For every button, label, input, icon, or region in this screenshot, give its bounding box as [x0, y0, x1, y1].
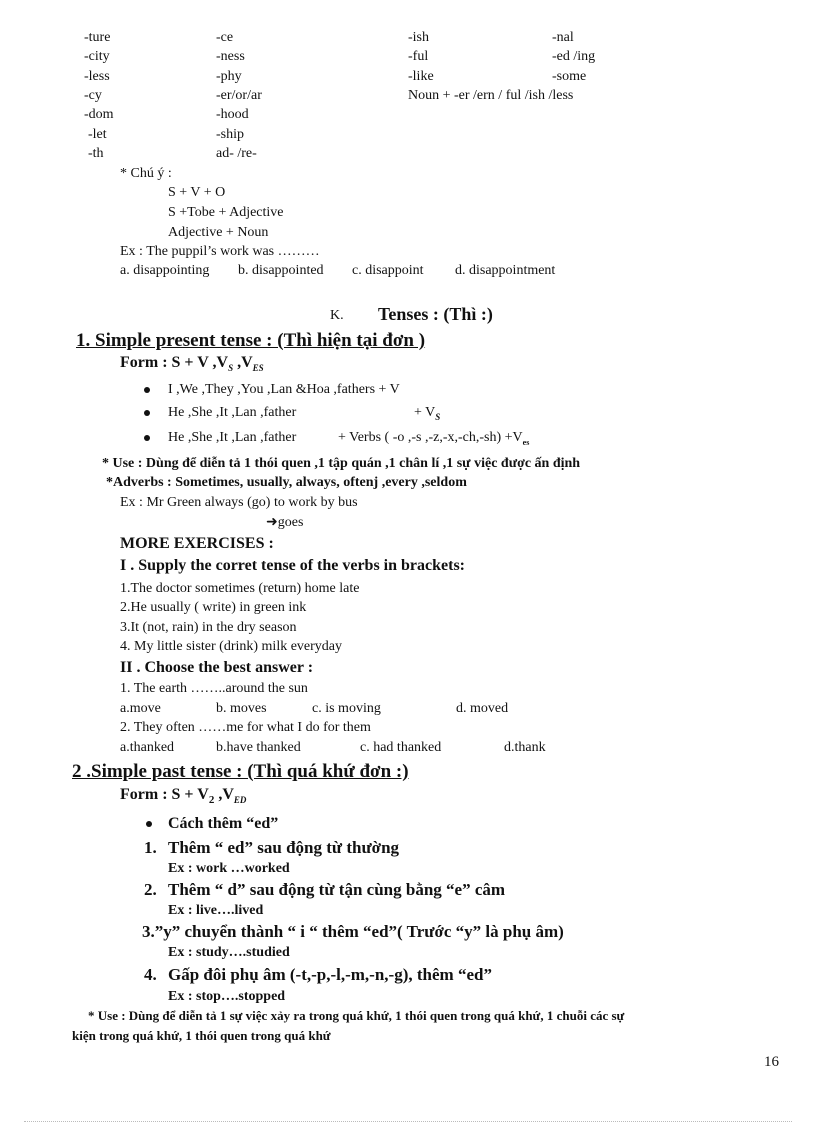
simple-past-form: Form : $S + V_2$ $,V_{ED}$ [120, 786, 247, 806]
exercise-item: 2.He usually ( write) in green ink [120, 600, 307, 615]
part1-title: I . Supply the corret tense of the verbs in brackets: [120, 557, 466, 574]
bullet-verb: + $V_S$ [414, 405, 441, 422]
pattern: S + V + O [168, 185, 226, 200]
page-number: 16 [764, 1054, 779, 1070]
suffix: ad- /re- [216, 146, 257, 161]
bullet-icon [144, 410, 150, 416]
rule-text: Thêm “ d” sau động từ tận cùng bằng “e” câm [168, 880, 506, 899]
bullet-verb: + Verbs ( -o ,-s $,-z,-x,-ch,-sh) +V_{es}$ [338, 430, 530, 447]
suffix: -ish [408, 30, 429, 45]
answer-option: d. moved [456, 701, 509, 716]
suffix: -nal [552, 30, 574, 45]
exercise-item: 1.The doctor sometimes (return) home late [120, 581, 360, 596]
answer-option: d.thank [504, 740, 546, 755]
suffix: -hood [216, 107, 249, 122]
suffix: -let [88, 127, 107, 142]
exercise-item: 4. My little sister (drink) milk everyday [120, 639, 343, 654]
suffix: -like [408, 69, 434, 84]
answer-option: a.thanked [120, 740, 175, 755]
suffix: -some [552, 69, 587, 84]
answer-option: b. moves [216, 701, 267, 716]
answer-option: a.move [120, 701, 161, 716]
note-label: * Chú ý : [120, 166, 172, 181]
suffix: -less [84, 69, 110, 84]
note-example: Ex : The puppil’s work was ……… [120, 244, 320, 259]
rule-example: Ex : stop….stopped [168, 989, 286, 1004]
bullet-text: I ,We ,They ,You ,Lan &Hoa ,fathers + V [168, 382, 400, 397]
example-text: Ex : Mr Green always (go) to work by bus [120, 495, 358, 510]
pattern: Adjective + Noun [168, 225, 269, 240]
rule-text: Thêm “ ed” sau động từ thường [168, 838, 400, 857]
adverbs-text: *Adverbs : Sometimes, usually, always, oftenj ,every ,seldom [106, 475, 467, 490]
answer-option: b.have thanked [216, 740, 301, 755]
use-text: * Use : Dùng để diễn tả 1 thói quen ,1 tập quán ,1 chân lí ,1 sự việc được ấn định [102, 456, 581, 471]
rule-number: 1. [144, 838, 157, 857]
example-answer: ➜goes [266, 515, 304, 530]
answer-option: c. is moving [312, 701, 381, 716]
suffix: -ship [216, 127, 244, 142]
suffix: -ture [84, 30, 111, 45]
bullet-text: He ,She ,It ,Lan ,father [168, 430, 297, 445]
simple-past-heading: 2 .Simple past tense : (Thì quá khứ đơn :) [72, 761, 409, 782]
rule-example: Ex : study….studied [168, 945, 290, 960]
answer-option: c. had thanked [360, 740, 442, 755]
bullet-icon [144, 387, 150, 393]
rule-example: Ex : live….lived [168, 903, 264, 918]
suffix: -phy [216, 69, 242, 84]
question: 1. The earth ……..around the sun [120, 681, 308, 696]
bullet-icon [146, 821, 152, 827]
bullet-text: He ,She ,It ,Lan ,father [168, 405, 297, 420]
past-use-line: kiện trong quá khứ, 1 thói quen trong quá khứ [72, 1028, 331, 1043]
suffix: -city [84, 49, 110, 64]
exercise-item: 3.It (not, rain) in the dry season [120, 620, 297, 635]
past-use-line: * Use : Dùng để diễn tả 1 sự việc xảy ra trong quá khứ, 1 thói quen trong quá khứ, 1 chuỗi các sự [88, 1008, 625, 1023]
suffix: -er/or/ar [216, 88, 262, 103]
section-letter: K. [330, 308, 344, 323]
arrow-right-icon: ➜ [266, 515, 278, 530]
rule-example: Ex : work …worked [168, 861, 290, 876]
suffix: -dom [84, 107, 114, 122]
rule-number: 4. [144, 965, 157, 984]
rule-text: 3.”y” chuyển thành “ i “ thêm “ed”( Trước “y” là phụ âm) [142, 922, 564, 941]
question: 2. They often ……me for what I do for them [120, 720, 371, 735]
suffix: -ful [408, 49, 429, 64]
footer-divider [24, 1121, 792, 1122]
suffix: -ness [216, 49, 245, 64]
section-title: Tenses : (Thì :) [378, 304, 493, 324]
ed-heading: Cách thêm “ed” [168, 815, 279, 832]
bullet-icon [144, 435, 150, 441]
suffix: Noun + -er /ern / ful /ish /less [408, 88, 574, 103]
note-option: a. disappointing [120, 263, 210, 278]
note-option: d. disappointment [455, 263, 556, 278]
part2-title: II . Choose the best answer : [120, 659, 314, 676]
suffix: -ed /ing [552, 49, 596, 64]
exercises-heading: MORE EXERCISES : [120, 535, 274, 552]
note-option: c. disappoint [352, 263, 424, 278]
suffix: -ce [216, 30, 234, 45]
note-option: b. disappointed [238, 263, 324, 278]
suffix: -cy [84, 88, 102, 103]
suffix: -th [88, 146, 104, 161]
pattern: S +Tobe + Adjective [168, 205, 284, 220]
simple-present-form: Form : S + V $,V_S$ $,V_{ES}$ [120, 354, 264, 373]
rule-text: Gấp đôi phụ âm (-t,-p,-l,-m,-n,-g), thêm “ed” [168, 965, 492, 984]
simple-present-heading: 1. Simple present tense : (Thì hiện tại đơn ) [76, 330, 426, 351]
rule-number: 2. [144, 880, 157, 899]
